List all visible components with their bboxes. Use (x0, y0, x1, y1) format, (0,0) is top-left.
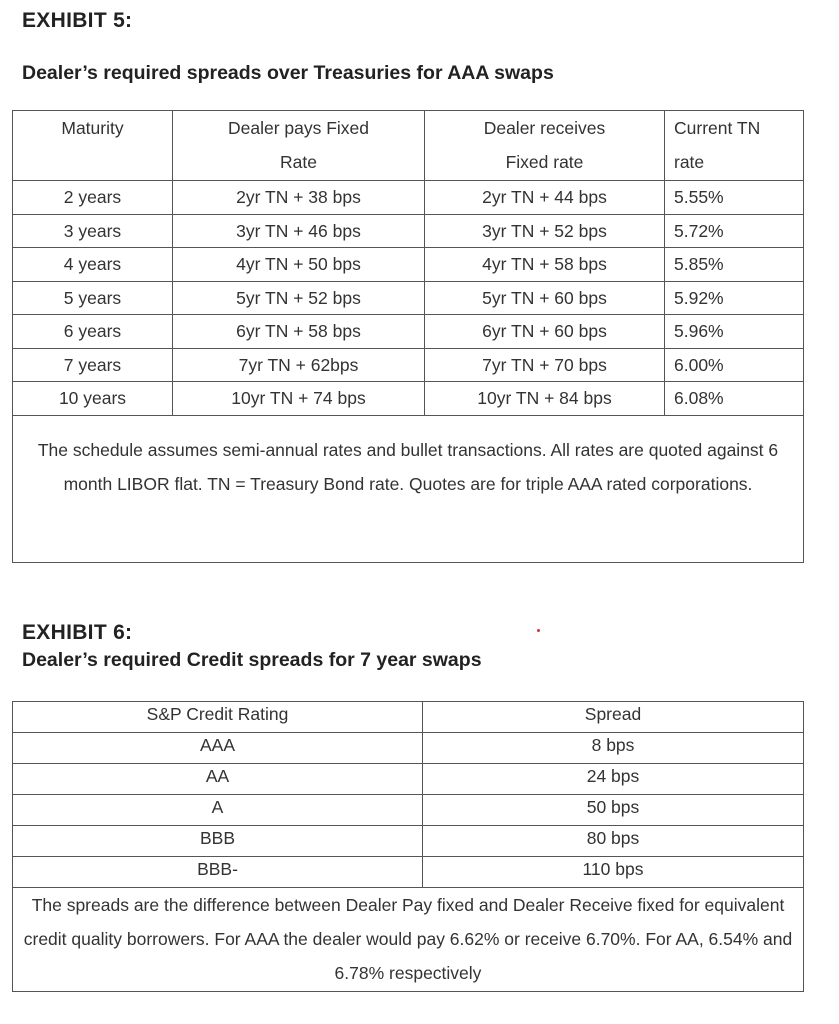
table-row (13, 181, 804, 215)
cell-tn-rate: 5.92% (665, 281, 804, 315)
cell-dealer-pays: 2yr TN + 38 bps (173, 181, 425, 215)
cell-credit-rating: AAA (13, 733, 423, 764)
table-row (13, 857, 804, 888)
cell-dealer-pays: 7yr TN + 62bps (173, 348, 425, 382)
table-row (13, 795, 804, 826)
cell-maturity: 4 years (13, 248, 173, 282)
table-row (13, 248, 804, 282)
exhibit6-title: Dealer’s required Credit spreads for 7 year swaps (22, 649, 482, 671)
cell-tn-rate: 6.00% (665, 348, 804, 382)
cell-dealer-receives: 7yr TN + 70 bps (425, 348, 665, 382)
exhibit5-note: The schedule assumes semi-annual rates and bullet transactions. All rates are quoted against 6 month LIBOR flat. TN = Treasury Bond rate. Quotes are for triple AAA rated corporations. (13, 415, 804, 562)
cell-dealer-receives: 3yr TN + 52 bps (425, 214, 665, 248)
table-note-row (13, 415, 804, 562)
cell-credit-rating: BBB (13, 826, 423, 857)
cell-tn-rate: 6.08% (665, 382, 804, 416)
cell-dealer-pays: 10yr TN + 74 bps (173, 382, 425, 416)
cell-dealer-receives: 5yr TN + 60 bps (425, 281, 665, 315)
cell-maturity: 6 years (13, 315, 173, 349)
cell-maturity: 10 years (13, 382, 173, 416)
exhibit6-heading: EXHIBIT 6: (22, 621, 133, 644)
cell-maturity: 5 years (13, 281, 173, 315)
cell-dealer-receives: 4yr TN + 58 bps (425, 248, 665, 282)
cell-spread: 8 bps (423, 733, 804, 764)
cell-maturity: 7 years (13, 348, 173, 382)
cell-dealer-receives: 10yr TN + 84 bps (425, 382, 665, 416)
cell-spread: 50 bps (423, 795, 804, 826)
exhibit5-title: Dealer’s required spreads over Treasuries for AAA swaps (22, 62, 554, 84)
cell-maturity: 3 years (13, 214, 173, 248)
cell-dealer-receives: 2yr TN + 44 bps (425, 181, 665, 215)
cell-spread: 80 bps (423, 826, 804, 857)
red-dot-mark (537, 629, 540, 632)
table-row (13, 348, 804, 382)
cell-dealer-pays: 5yr TN + 52 bps (173, 281, 425, 315)
column-header-spread: Spread (423, 702, 804, 733)
column-header-dealer-receives-fixed: Dealer receives Fixed rate (425, 111, 665, 181)
cell-credit-rating: A (13, 795, 423, 826)
cell-dealer-receives: 6yr TN + 60 bps (425, 315, 665, 349)
cell-credit-rating: BBB- (13, 857, 423, 888)
exhibit5-table (12, 110, 804, 563)
exhibit6-note: The spreads are the difference between Dealer Pay fixed and Dealer Receive fixed for equivalent credit quality borrowers. For AAA the dealer would pay 6.62% or receive 6.70%. For AA, 6.54% and 6.78% respectively (13, 888, 804, 992)
cell-tn-rate: 5.72% (665, 214, 804, 248)
table-row (13, 764, 804, 795)
column-header-current-tn-rate: Current TN rate (665, 111, 804, 181)
table-row (13, 382, 804, 416)
table-row (13, 281, 804, 315)
cell-credit-rating: AA (13, 764, 423, 795)
table-row (13, 826, 804, 857)
table-header-row (13, 111, 804, 181)
column-header-maturity: Maturity (13, 111, 173, 181)
cell-spread: 24 bps (423, 764, 804, 795)
cell-spread: 110 bps (423, 857, 804, 888)
cell-tn-rate: 5.85% (665, 248, 804, 282)
column-header-dealer-pays-fixed: Dealer pays Fixed Rate (173, 111, 425, 181)
cell-tn-rate: 5.96% (665, 315, 804, 349)
exhibit6-table (12, 701, 804, 992)
cell-maturity: 2 years (13, 181, 173, 215)
cell-dealer-pays: 6yr TN + 58 bps (173, 315, 425, 349)
column-header-credit-rating: S&P Credit Rating (13, 702, 423, 733)
table-header-row (13, 702, 804, 733)
cell-dealer-pays: 3yr TN + 46 bps (173, 214, 425, 248)
table-row (13, 733, 804, 764)
table-row (13, 315, 804, 349)
table-row (13, 214, 804, 248)
table-note-row (13, 888, 804, 992)
exhibit5-heading: EXHIBIT 5: (22, 9, 133, 32)
cell-dealer-pays: 4yr TN + 50 bps (173, 248, 425, 282)
cell-tn-rate: 5.55% (665, 181, 804, 215)
